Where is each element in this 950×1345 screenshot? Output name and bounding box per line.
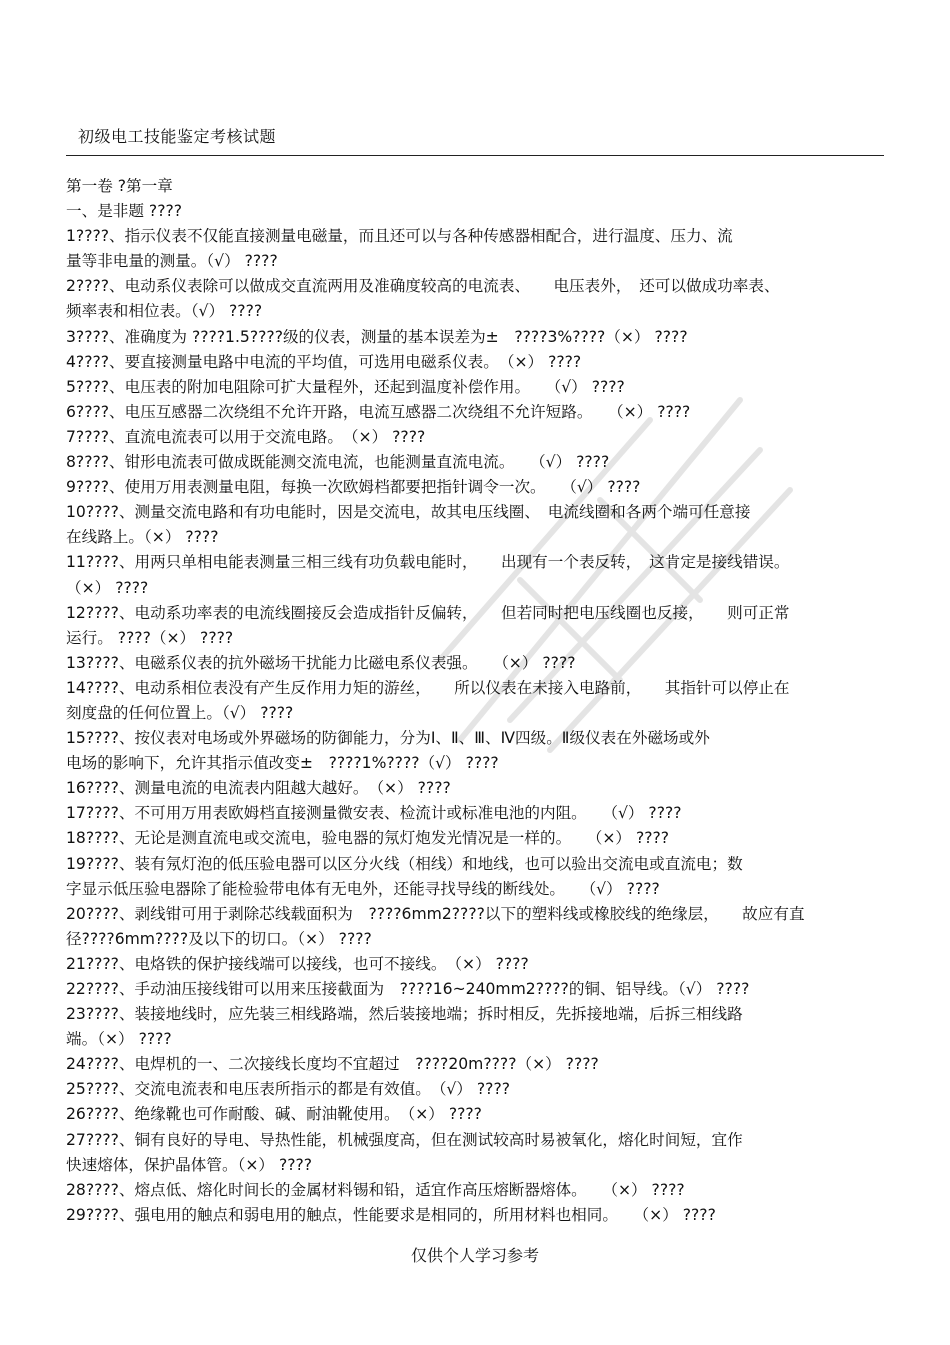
text-line: 在线路上。（×） ???? [66, 528, 219, 547]
text-line: 20????、剥线钳可用于剥除芯线载面积为 ????6mm2????以下的塑料线或橡胶线的绝缘层， 故应有直 [66, 904, 805, 923]
text-line: 5????、电压表的附加电阻除可扩大量程外，还起到温度补偿作用。 （√） ???? [66, 377, 625, 396]
text-line: 26????、绝缘靴也可作耐酸、碱、耐油靴使用。 （×） ???? [66, 1105, 482, 1124]
text-line: 17????、不可用万用表欧姆档直接测量微安表、检流计或标准电池的内阻。 （√） ???? [66, 804, 682, 823]
text-line: 频率表和相位表。（√） ???? [66, 302, 263, 321]
text-line: 19????、装有氖灯泡的低压验电器可以区分火线（相线）和地线，也可以验出交流电或直流电；数 [66, 854, 743, 873]
text-line: 径????6mm????及以下的切口。（×） ???? [66, 929, 372, 948]
text-line: （×） ???? [66, 578, 149, 597]
text-line: 3????、准确度为 ????1.5????级的仪表，测量的基本误差为± ????3%????（×） ???? [66, 327, 688, 346]
text-line: 27????、铜有良好的导电、导热性能，机械强度高，但在测试较高时易被氧化，熔化时间短，宜作 [66, 1130, 743, 1149]
text-line: 第一卷 ?第一章 [66, 177, 173, 195]
text-line: 字显示低压验电器除了能检验带电体有无电外，还能寻找导线的断线处。 （√） ???? [66, 879, 660, 898]
text-line: 11????、用两只单相电能表测量三相三线有功负载电能时， 出现有一个表反转， 这肯定是接线错误。 [66, 553, 790, 572]
text-line: 电场的影响下，允许其指示值改变± ????1%????（√） ???? [66, 754, 499, 773]
text-line: 15????、按仪表对电场或外界磁场的防御能力，分为Ⅰ、Ⅱ、Ⅲ、Ⅳ四级。Ⅱ级仪表在外磁场或外 [66, 729, 710, 748]
text-line: 13????、电磁系仪表的抗外磁场干扰能力比磁电系仪表强。 （×） ???? [66, 653, 576, 672]
text-line: 18????、无论是测直流电或交流电，验电器的氖灯炮发光情况是一样的。 （×） ???? [66, 829, 670, 848]
text-line: 端。（×） ???? [66, 1030, 172, 1049]
text-line: 29????、强电用的触点和弱电用的触点，性能要求是相同的，所用材料也相同。 （×） ???? [66, 1205, 716, 1224]
text-line: 14????、电动系相位表没有产生反作用力矩的游丝， 所以仪表在未接入电路前， 其指针可以停止在 [66, 678, 790, 697]
text-line: 1????、指示仪表不仅能直接测量电磁量，而且还可以与各种传感器相配合，进行温度、压力、流 [66, 227, 733, 246]
text-line: 快速熔体，保护晶体管。（×） ???? [66, 1155, 313, 1174]
text-line: 刻度盘的任何位置上。（√） ???? [66, 703, 294, 722]
text-line: 22????、手动油压接线钳可以用来压接截面为 ????16~240mm2????的铜、铝导线。（√） ???? [66, 980, 750, 998]
text-line: 21????、电烙铁的保护接线端可以接线，也可不接线。 （×） ???? [66, 954, 529, 973]
text-line: 9????、使用万用表测量电阻，每换一次欧姆档都要把指针调令一次。 （√） ???? [66, 478, 641, 497]
header-divider [66, 155, 884, 156]
text-line: 4????、要直接测量电路中电流的平均值，可选用电磁系仪表。 （×） ???? [66, 352, 582, 371]
text-line: 25????、交流电流表和电压表所指示的都是有效值。 （√） ???? [66, 1080, 511, 1099]
text-line: 23????、装接地线时，应先装三相线路端，然后装接地端；拆时相反，先拆接地端，后拆三相线路 [66, 1005, 743, 1024]
footer-note: 仅供个人学习参考 [410, 1246, 539, 1265]
text-line: 12????、电动系功率表的电流线圈接反会造成指针反偏转， 但若同时把电压线圈也反接， 则可正常 [66, 603, 790, 622]
text-line: 28????、熔点低、熔化时间长的金属材料锡和铅，适宜作高压熔断器熔体。 （×） ???? [66, 1180, 685, 1199]
text-line: 16????、测量电流的电流表内阻越大越好。 （×） ???? [66, 779, 451, 798]
text-line: 24????、电焊机的一、二次接线长度均不宜超过 ????20m????（×） ???? [66, 1055, 599, 1074]
text-line: 6????、电压互感器二次绕组不允许开路，电流互感器二次绕组不允许短路。 （×） ???? [66, 402, 691, 421]
text-line: 一、是非题 ???? [66, 202, 183, 221]
document-title: 初级电工技能鉴定考核试题 [78, 127, 277, 146]
text-line: 10????、测量交流电路和有功电能时，因是交流电，故其电压线圈、 电流线圈和各两个端可任意接 [66, 503, 751, 522]
question-list [66, 174, 886, 1228]
text-line: 8????、钳形电流表可做成既能测交流电流，也能测量直流电流。 （√） ???? [66, 453, 610, 472]
text-line: 2????、电动系仪表除可以做成交直流两用及准确度较高的电流表、 电压表外， 还可以做成功率表、 [66, 277, 780, 296]
text-line: 量等非电量的测量。（√） ???? [66, 252, 278, 271]
text-line: 运行。 ????（×） ???? [66, 628, 234, 647]
text-line: 7????、直流电流表可以用于交流电路。 （×） ???? [66, 427, 426, 446]
